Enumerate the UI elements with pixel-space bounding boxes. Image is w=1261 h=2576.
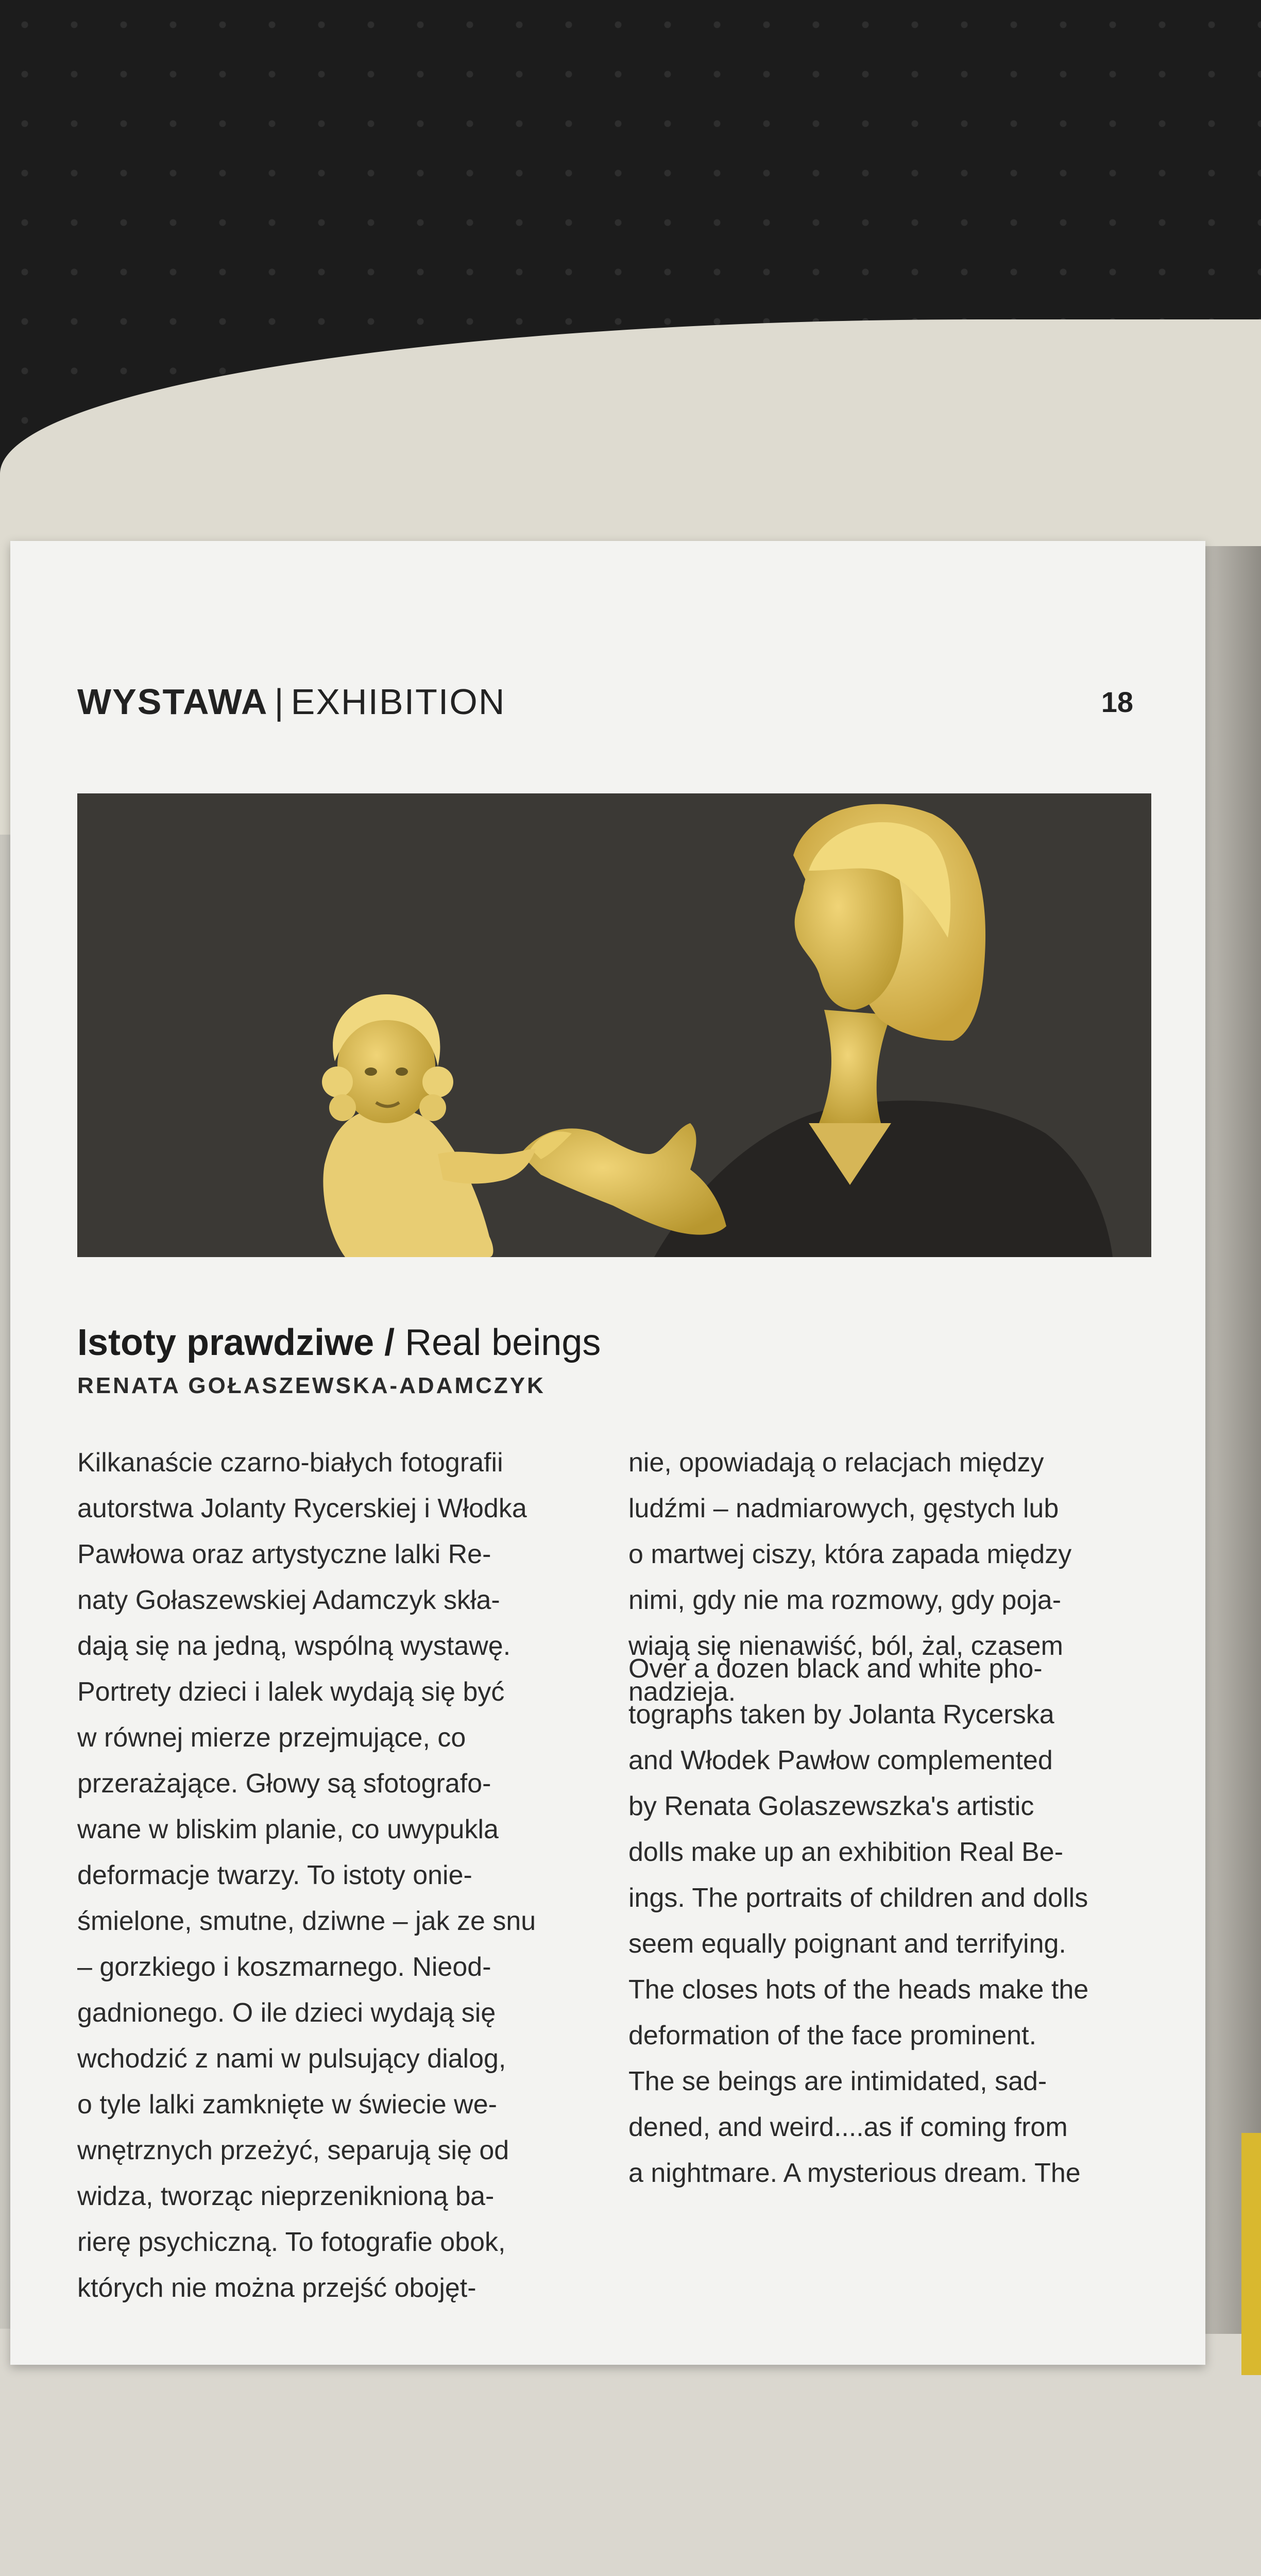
text-line: dają się na jedną, wspólną wystawę.: [77, 1631, 511, 1661]
text-line: o tyle lalki zamknięte w świecie we-: [77, 2090, 497, 2120]
booklet-page-edge: [1205, 546, 1261, 2334]
text-line: w równej mierze przejmujące, co: [77, 1723, 466, 1753]
article-title-pl: Istoty prawdziwe /: [77, 1322, 395, 1363]
article-title: [77, 1321, 601, 1364]
text-line: śmielone, smutne, dziwne – jak ze snu: [77, 1906, 536, 1936]
text-line: – gorzkiego i koszmarnego. Nieod-: [77, 1952, 491, 1982]
text-line: Pawłowa oraz artystyczne lalki Re-: [77, 1539, 491, 1569]
backdrop-table: [0, 2329, 1261, 2576]
text-line: ings. The portraits of children and dolls: [628, 1883, 1088, 1913]
text-line: nie, opowiadają o relacjach między: [628, 1448, 1044, 1478]
text-line: gadnionego. O ile dzieci wydają się: [77, 1998, 496, 2028]
text-line: The closes hots of the heads make the: [628, 1975, 1089, 2005]
text-line: rierę psychiczną. To fotografie obok,: [77, 2227, 506, 2257]
text-line: wiają się nienawiść, ból, żal, czasem: [628, 1631, 1063, 1661]
text-line: wane w bliskim planie, co uwypukla: [77, 1815, 499, 1844]
text-line: a nightmare. A mysterious dream. The: [628, 2158, 1081, 2188]
text-line: przerażające. Głowy są sfotografo-: [77, 1769, 491, 1799]
text-line: naty Gołaszewskiej Adamczyk skła-: [77, 1585, 500, 1615]
text-line: Over a dozen black and white pho-: [628, 1654, 1043, 1684]
text-line: The se beings are intimidated, sad-: [628, 2066, 1047, 2096]
text-line: dolls make up an exhibition Real Be-: [628, 1837, 1064, 1867]
text-line: by Renata Golaszewszka's artistic: [628, 1791, 1034, 1821]
booklet-cover-edge: [1241, 2133, 1261, 2375]
text-line: nimi, gdy nie ma rozmowy, gdy poja-: [628, 1585, 1062, 1615]
text-line: Kilkanaście czarno-białych fotografii: [77, 1448, 503, 1478]
text-line: deformation of the face prominent.: [628, 2021, 1037, 2050]
text-line: tographs taken by Jolanta Rycerska: [628, 1700, 1054, 1730]
text-line: nadzieja.: [628, 1677, 736, 1707]
page-number: 18: [1101, 686, 1133, 718]
section-label-pl: WYSTAWA: [77, 682, 268, 722]
section-label-en: EXHIBITION: [291, 682, 506, 722]
article-author: RENATA GOŁASZEWSKA-ADAMCZYK: [77, 1373, 546, 1398]
article-title-en: Real beings: [405, 1322, 601, 1363]
text-line: autorstwa Jolanty Rycerskiej i Włodka: [77, 1494, 527, 1523]
text-line: dened, and weird....as if coming from: [628, 2112, 1068, 2142]
article-photo: [77, 793, 1151, 1257]
section-header: [77, 681, 505, 722]
text-line: których nie można przejść obojęt-: [77, 2273, 476, 2303]
column-left-polish: [77, 1440, 598, 2311]
text-line: ludźmi – nadmiarowych, gęstych lub: [628, 1494, 1059, 1523]
text-line: wchodzić z nami w pulsujący dialog,: [77, 2044, 506, 2074]
section-separator: |: [274, 682, 285, 722]
text-line: widza, tworząc nieprzeniknioną ba-: [77, 2181, 495, 2211]
column-right-english: [628, 1646, 1159, 2196]
text-line: o martwej ciszy, która zapada między: [628, 1539, 1072, 1569]
text-line: wnętrznych przeżyć, separują się od: [77, 2136, 509, 2165]
text-line: seem equally poignant and terrifying.: [628, 1929, 1066, 1959]
photo-woman-with-doll: [77, 793, 1151, 1257]
text-line: and Włodek Pawłow complemented: [628, 1745, 1053, 1775]
booklet-page: [10, 541, 1205, 2365]
text-line: Portrety dzieci i lalek wydają się być: [77, 1677, 505, 1707]
text-line: deformacje twarzy. To istoty onie-: [77, 1860, 472, 1890]
